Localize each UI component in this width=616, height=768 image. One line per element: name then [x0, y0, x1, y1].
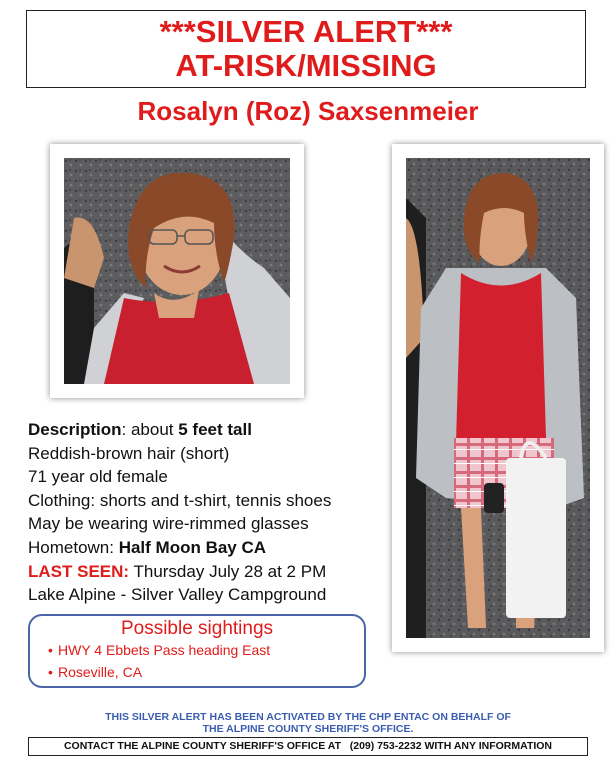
alert-subtitle: AT-RISK/MISSING [175, 48, 437, 83]
description-block [28, 418, 388, 607]
description-hair: Reddish-brown hair (short) [28, 443, 230, 463]
sighting-item [48, 664, 142, 680]
alert-title: ***SILVER ALERT*** [159, 14, 453, 49]
description-clothing: Clothing: shorts and t-shirt, tennis shoes [28, 490, 332, 510]
description-hometown [28, 536, 388, 560]
alert-title-box [26, 10, 586, 88]
description-last-seen [28, 560, 388, 584]
sighting-item [48, 642, 270, 658]
activation-line-2: THE ALPINE COUNTY SHERIFF'S OFFICE. [202, 723, 414, 735]
last-seen-label: LAST SEEN: [28, 561, 130, 581]
sighting-text: HWY 4 Ebbets Pass heading East [58, 642, 271, 658]
description-age: 71 year old female [28, 467, 168, 487]
full-body-photo [392, 144, 604, 652]
last-seen-value: Thursday July 28 at 2 PM [129, 561, 327, 581]
sightings-title: Possible sightings [120, 618, 274, 639]
bullet-icon: • [48, 642, 53, 658]
portrait-photo [50, 144, 304, 398]
possible-sightings-box [28, 614, 366, 688]
description-height [28, 418, 388, 442]
sighting-text: Roseville, CA [58, 664, 143, 680]
missing-person-name: Rosalyn (Roz) Saxsenmeier [137, 96, 479, 126]
activation-line-1: THIS SILVER ALERT HAS BEEN ACTIVATED BY THE CHP ENTAC ON BEHALF OF [105, 711, 511, 723]
description-glasses: May be wearing wire-rimmed glasses [28, 514, 309, 534]
bullet-icon: • [48, 664, 53, 680]
hometown-value: Half Moon Bay CA [118, 537, 267, 557]
height-value: 5 feet tall [178, 420, 252, 439]
hometown-label: Hometown: [28, 537, 119, 557]
height-prefix: : about [121, 420, 179, 439]
portrait-image [64, 158, 290, 384]
full-body-image [406, 158, 590, 638]
description-location: Lake Alpine - Silver Valley Campground [28, 585, 327, 605]
activation-notice [0, 711, 616, 735]
contact-info: CONTACT THE ALPINE COUNTY SHERIFF'S OFFICE AT (209) 753-2232 WITH ANY INFORMATION [28, 737, 588, 756]
description-label: Description [28, 420, 122, 439]
